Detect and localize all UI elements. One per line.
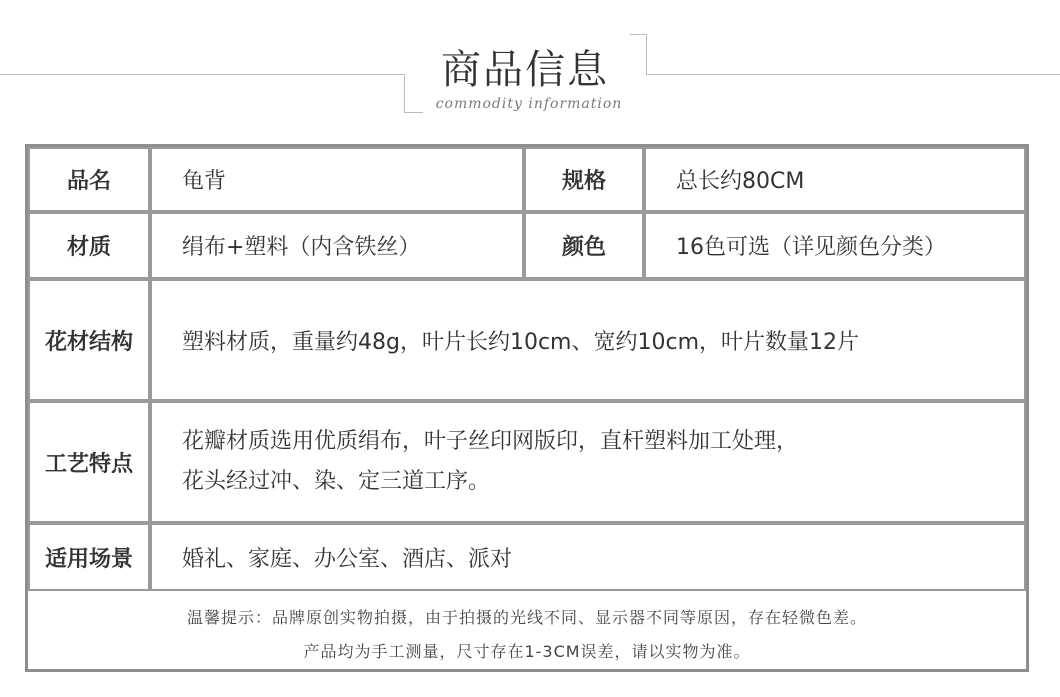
color-label: 颜色 bbox=[524, 212, 644, 279]
craft-line-1: 花瓣材质选用优质绢布，叶子丝印网版印，直杆塑料加工处理， bbox=[182, 429, 799, 454]
material-label: 材质 bbox=[28, 212, 150, 279]
header-divider-left bbox=[0, 74, 404, 75]
page-title: 商品信息 bbox=[441, 47, 609, 93]
page-subtitle: commodity information bbox=[435, 96, 623, 112]
notes-line-2: 产品均为手工测量，尺寸存在1-3CM误差，请以实物为准。 bbox=[303, 642, 751, 661]
usage-value: 婚礼、家庭、办公室、酒店、派对 bbox=[150, 523, 1026, 591]
structure-label: 花材结构 bbox=[28, 279, 150, 401]
spec-label: 规格 bbox=[524, 147, 644, 212]
craft-label: 工艺特点 bbox=[28, 401, 150, 523]
color-value: 16色可选（详见颜色分类） bbox=[644, 212, 1026, 279]
craft-line-2: 花头经过冲、染、定三道工序。 bbox=[182, 469, 491, 494]
usage-label: 适用场景 bbox=[28, 523, 150, 591]
name-value: 龟背 bbox=[150, 147, 524, 212]
structure-value: 塑料材质，重量约48g，叶片长约10cm、宽约10cm，叶片数量12片 bbox=[150, 279, 1026, 401]
header-divider-right bbox=[646, 74, 1060, 75]
craft-value bbox=[150, 401, 1026, 523]
header-bracket-top-right bbox=[630, 34, 647, 75]
material-value: 绢布+塑料（内含铁丝） bbox=[150, 212, 524, 279]
name-label: 品名 bbox=[28, 147, 150, 212]
product-info-table bbox=[25, 144, 1029, 672]
spec-value: 总长约80CM bbox=[644, 147, 1026, 212]
notes-line-1: 温馨提示：品牌原创实物拍摄，由于拍摄的光线不同、显示器不同等原因，存在轻微色差。 bbox=[186, 608, 867, 627]
